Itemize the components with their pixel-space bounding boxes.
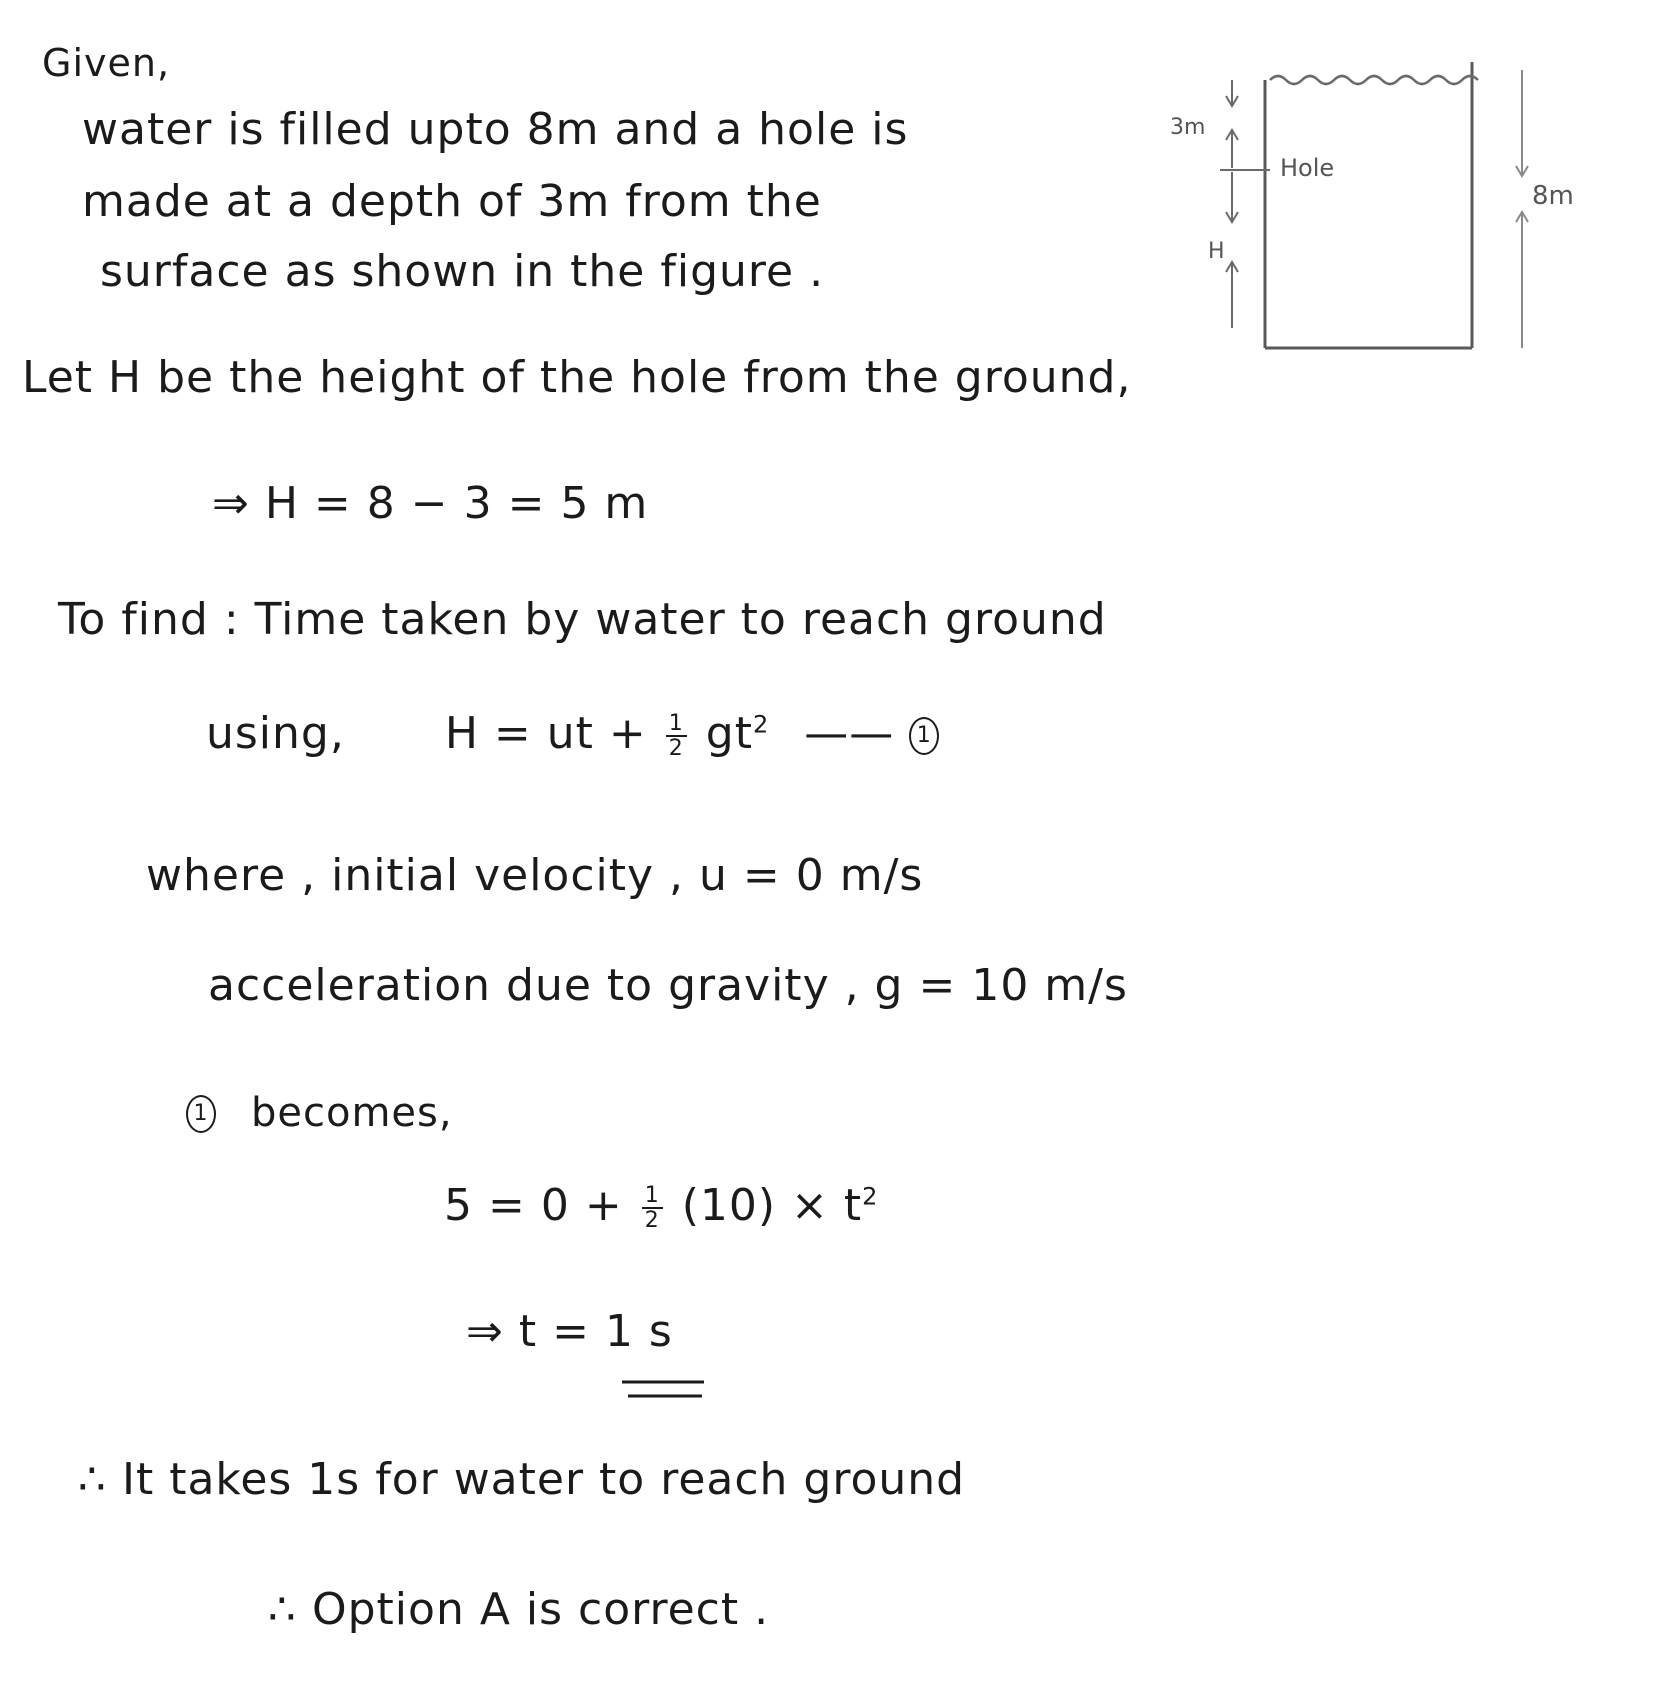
water-surface	[1270, 76, 1478, 84]
becomes-ref-1: 1	[186, 1095, 216, 1133]
acceleration-line: acceleration due to gravity , g = 10 m/s	[208, 960, 1128, 1011]
equation-power: 2	[752, 710, 770, 739]
height-dimension	[1516, 70, 1528, 348]
substitution-power: 2	[862, 1182, 879, 1211]
equation-rhs: gt	[705, 708, 753, 760]
substitution-rhs: (10) × t	[681, 1180, 863, 1232]
result-line: ⇒ t = 1 s	[466, 1306, 673, 1357]
depth-label: 3m	[1170, 115, 1206, 140]
given-line-3: surface as shown in the figure .	[100, 246, 825, 297]
let-line: Let H be the height of the hole from the ground,	[22, 352, 1132, 403]
substitution-lhs: 5 = 0 +	[444, 1180, 623, 1232]
becomes-text: becomes,	[251, 1090, 453, 1136]
to-find-line: To find : Time taken by water to reach ground	[58, 594, 1107, 645]
hole-label: Hole	[1280, 154, 1335, 182]
given-line-2: made at a depth of 3m from the	[82, 176, 822, 227]
depth-dimension	[1220, 80, 1270, 328]
substitution-equation	[444, 1180, 879, 1234]
where-line: where , initial velocity , u = 0 m/s	[146, 850, 924, 901]
becomes-line	[186, 1090, 453, 1134]
given-heading: Given,	[42, 41, 171, 85]
tank-diagram	[1150, 50, 1620, 370]
equation-dash: ——	[804, 708, 895, 760]
using-equation	[206, 708, 939, 762]
answer-line: ∴ Option A is correct .	[268, 1584, 770, 1635]
result-double-underline	[620, 1378, 710, 1402]
h-calculation: ⇒ H = 8 − 3 = 5 m	[212, 478, 649, 529]
h-label: H	[1208, 239, 1225, 264]
given-line-1: water is filled upto 8m and a hole is	[82, 104, 909, 155]
equation-ref-1: 1	[909, 717, 939, 755]
conclusion-line: ∴ It takes 1s for water to reach ground	[78, 1454, 966, 1505]
using-label: using,	[206, 708, 345, 760]
equation-lhs: H = ut +	[444, 708, 647, 760]
height-label: 8m	[1532, 181, 1574, 211]
half-fraction: $\frac{1}{2}$	[666, 712, 687, 760]
tank-outline	[1265, 62, 1472, 348]
substitution-fraction: $\frac{1}{2}$	[642, 1184, 663, 1232]
